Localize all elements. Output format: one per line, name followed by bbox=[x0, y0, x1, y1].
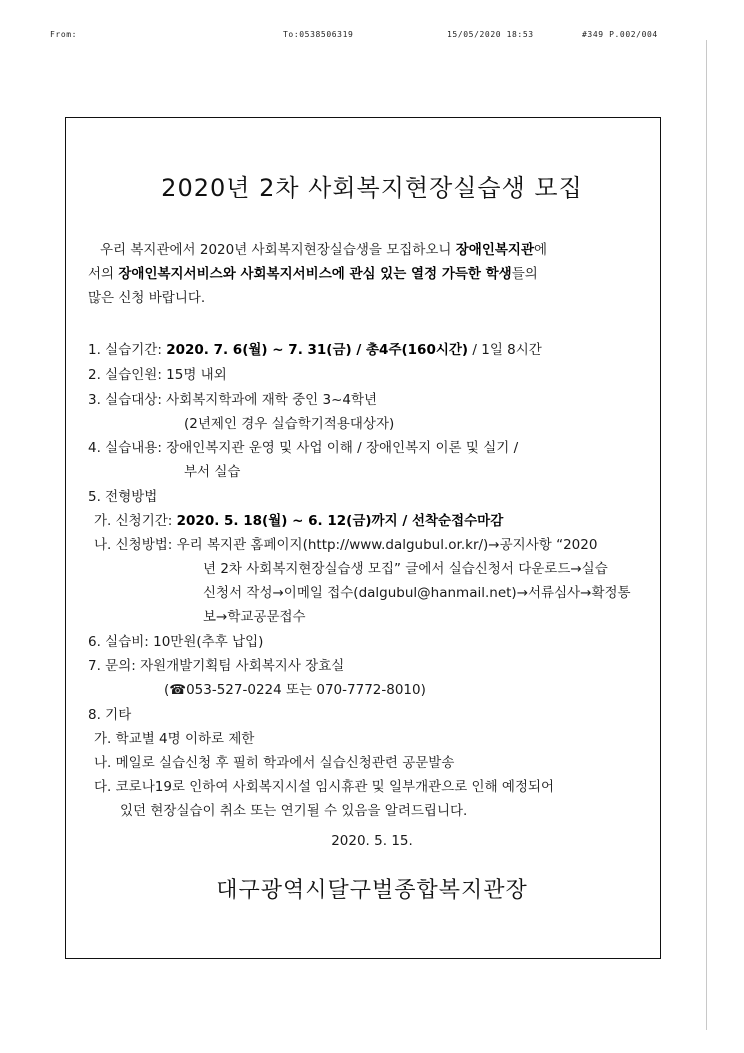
intro-highlight-target: 장애인복지서비스와 사회복지서비스에 관심 있는 열정 가득한 학생 bbox=[118, 266, 512, 282]
item-apply-method-cont-2: 신청서 작성→이메일 접수(dalgubul@hanmail.net)→서류심사→확정통 bbox=[203, 585, 631, 601]
intro-line-2: 서의 장애인복지서비스와 사회복지서비스에 관심 있는 열정 가득한 학생들의 bbox=[88, 266, 538, 282]
item-eligibility: 3. 실습대상: 사회복지학과에 재학 중인 3~4학년 bbox=[88, 392, 378, 408]
item-content-cont: 부서 실습 bbox=[184, 464, 241, 480]
item-etc-covid-cont: 있던 현장실습이 취소 또는 연기될 수 있음을 알려드립니다. bbox=[120, 803, 468, 819]
fax-page-number: #349 P.002/004 bbox=[582, 30, 658, 39]
notice-title: 2020년 2차 사회복지현장실습생 모집 bbox=[161, 174, 583, 202]
item-apply-method-cont-1: 년 2차 사회복지현장실습생 모집” 글에서 실습신청서 다운로드→실습 bbox=[203, 561, 608, 577]
item-content: 4. 실습내용: 장애인복지관 운영 및 사업 이해 / 장애인복지 이론 및 실기 / bbox=[88, 440, 519, 456]
notice-date: 2020. 5. 15. bbox=[331, 833, 413, 849]
item-apply-period-highlight: 2020. 5. 18(월) ~ 6. 12(금)까지 / 선착순접수마감 bbox=[176, 513, 504, 529]
item-period-highlight: 2020. 7. 6(월) ~ 7. 31(금) / 총4주(160시간) bbox=[166, 342, 469, 358]
item-etc-covid: 다. 코로나19로 인하여 사회복지시설 임시휴관 및 일부개관으로 인해 예정되어 bbox=[94, 779, 555, 795]
item-eligibility-note: (2년제인 경우 실습학기적용대상자) bbox=[184, 416, 395, 432]
fax-from: From: bbox=[50, 30, 78, 39]
item-period: 1. 실습기간: 2020. 7. 6(월) ~ 7. 31(금) / 총4주(160시간) / 1일 8시간 bbox=[88, 342, 542, 358]
item-apply-method-cont-3: 보→학교공문접수 bbox=[203, 609, 306, 625]
item-apply-period: 가. 신청기간: 2020. 5. 18(월) ~ 6. 12(금)까지 / 선착순접수마감 bbox=[94, 513, 504, 529]
intro-highlight-center: 장애인복지관 bbox=[455, 242, 535, 258]
item-contact-phone: (☎053-527-0224 또는 070-7772-8010) bbox=[164, 682, 426, 698]
item-etc-mail: 나. 메일로 실습신청 후 필히 학과에서 실습신청관련 공문발송 bbox=[94, 755, 455, 771]
intro-line-3: 많은 신청 바랍니다. bbox=[88, 290, 206, 306]
item-selection: 5. 전형방법 bbox=[88, 489, 158, 505]
item-etc: 8. 기타 bbox=[88, 707, 132, 723]
item-contact: 7. 문의: 자원개발기획팀 사회복지사 장효실 bbox=[88, 658, 345, 674]
fax-to: To:0538506319 bbox=[283, 30, 354, 39]
intro-paragraph bbox=[88, 238, 638, 310]
item-apply-method: 나. 신청방법: 우리 복지관 홈페이지(http://www.dalgubul.or.kr/)→공지사항 “2020 bbox=[94, 537, 598, 553]
item-headcount: 2. 실습인원: 15명 내외 bbox=[88, 367, 227, 383]
item-etc-limit: 가. 학교별 4명 이하로 제한 bbox=[94, 731, 255, 747]
fax-datetime: 15/05/2020 18:53 bbox=[447, 30, 534, 39]
issuer-signature: 대구광역시달구벌종합복지관장 bbox=[216, 878, 528, 903]
item-fee: 6. 실습비: 10만원(추후 납입) bbox=[88, 634, 264, 650]
intro-line-1: 우리 복지관에서 2020년 사회복지현장실습생을 모집하오니 장애인복지관에 bbox=[100, 242, 548, 258]
fax-header bbox=[0, 30, 744, 44]
